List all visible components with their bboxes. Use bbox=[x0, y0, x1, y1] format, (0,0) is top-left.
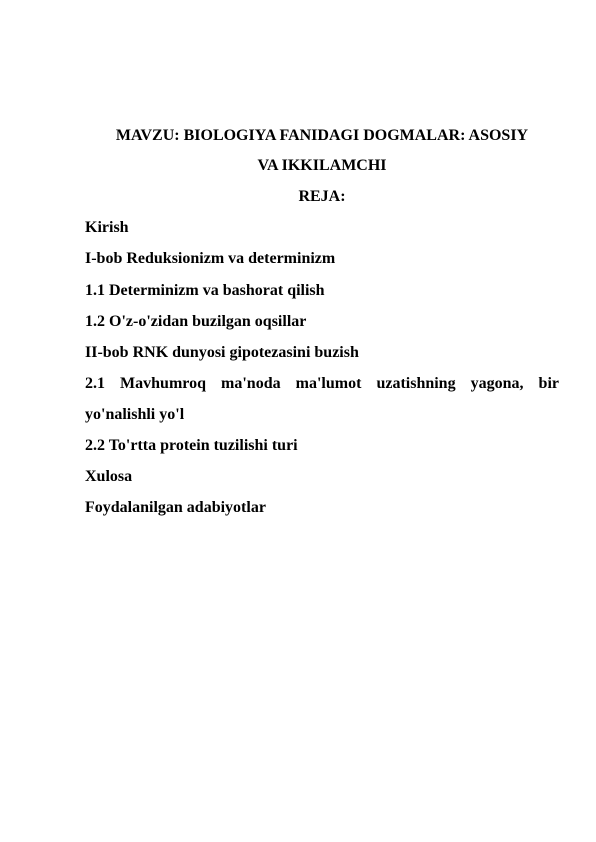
contents-item-section-1-1: 1.1 Determinizm va bashorat qilish bbox=[85, 282, 325, 299]
plan-heading: REJA: bbox=[298, 188, 346, 205]
contents-item-section-2-2: 2.2 To'rtta protein tuzilishi turi bbox=[85, 437, 298, 454]
contents-item-kirish: Kirish bbox=[85, 219, 129, 236]
contents-item-chapter-2: II-bob RNK dunyosi gipotezasini buzish bbox=[85, 344, 359, 361]
document-title-line-1: MAVZU: BIOLOGIYA FANIDAGI DOGMALAR: ASOSIY bbox=[115, 127, 529, 144]
contents-item-references: Foydalanilgan adabiyotlar bbox=[85, 499, 266, 516]
document-title-line-2: VA IKKILAMCHI bbox=[257, 157, 387, 174]
contents-item-section-1-2: 1.2 O'z-o'zidan buzilgan oqsillar bbox=[85, 313, 307, 330]
contents-item-section-2-1: 2.1 Mavhumroq ma'noda ma'lumot uzatishning yagona, bir bbox=[85, 375, 559, 392]
contents-item-chapter-1: I-bob Reduksionizm va determinizm bbox=[85, 250, 336, 267]
contents-item-section-2-1-continued: yo'nalishli yo'l bbox=[85, 406, 185, 423]
contents-item-conclusion: Xulosa bbox=[85, 468, 133, 485]
